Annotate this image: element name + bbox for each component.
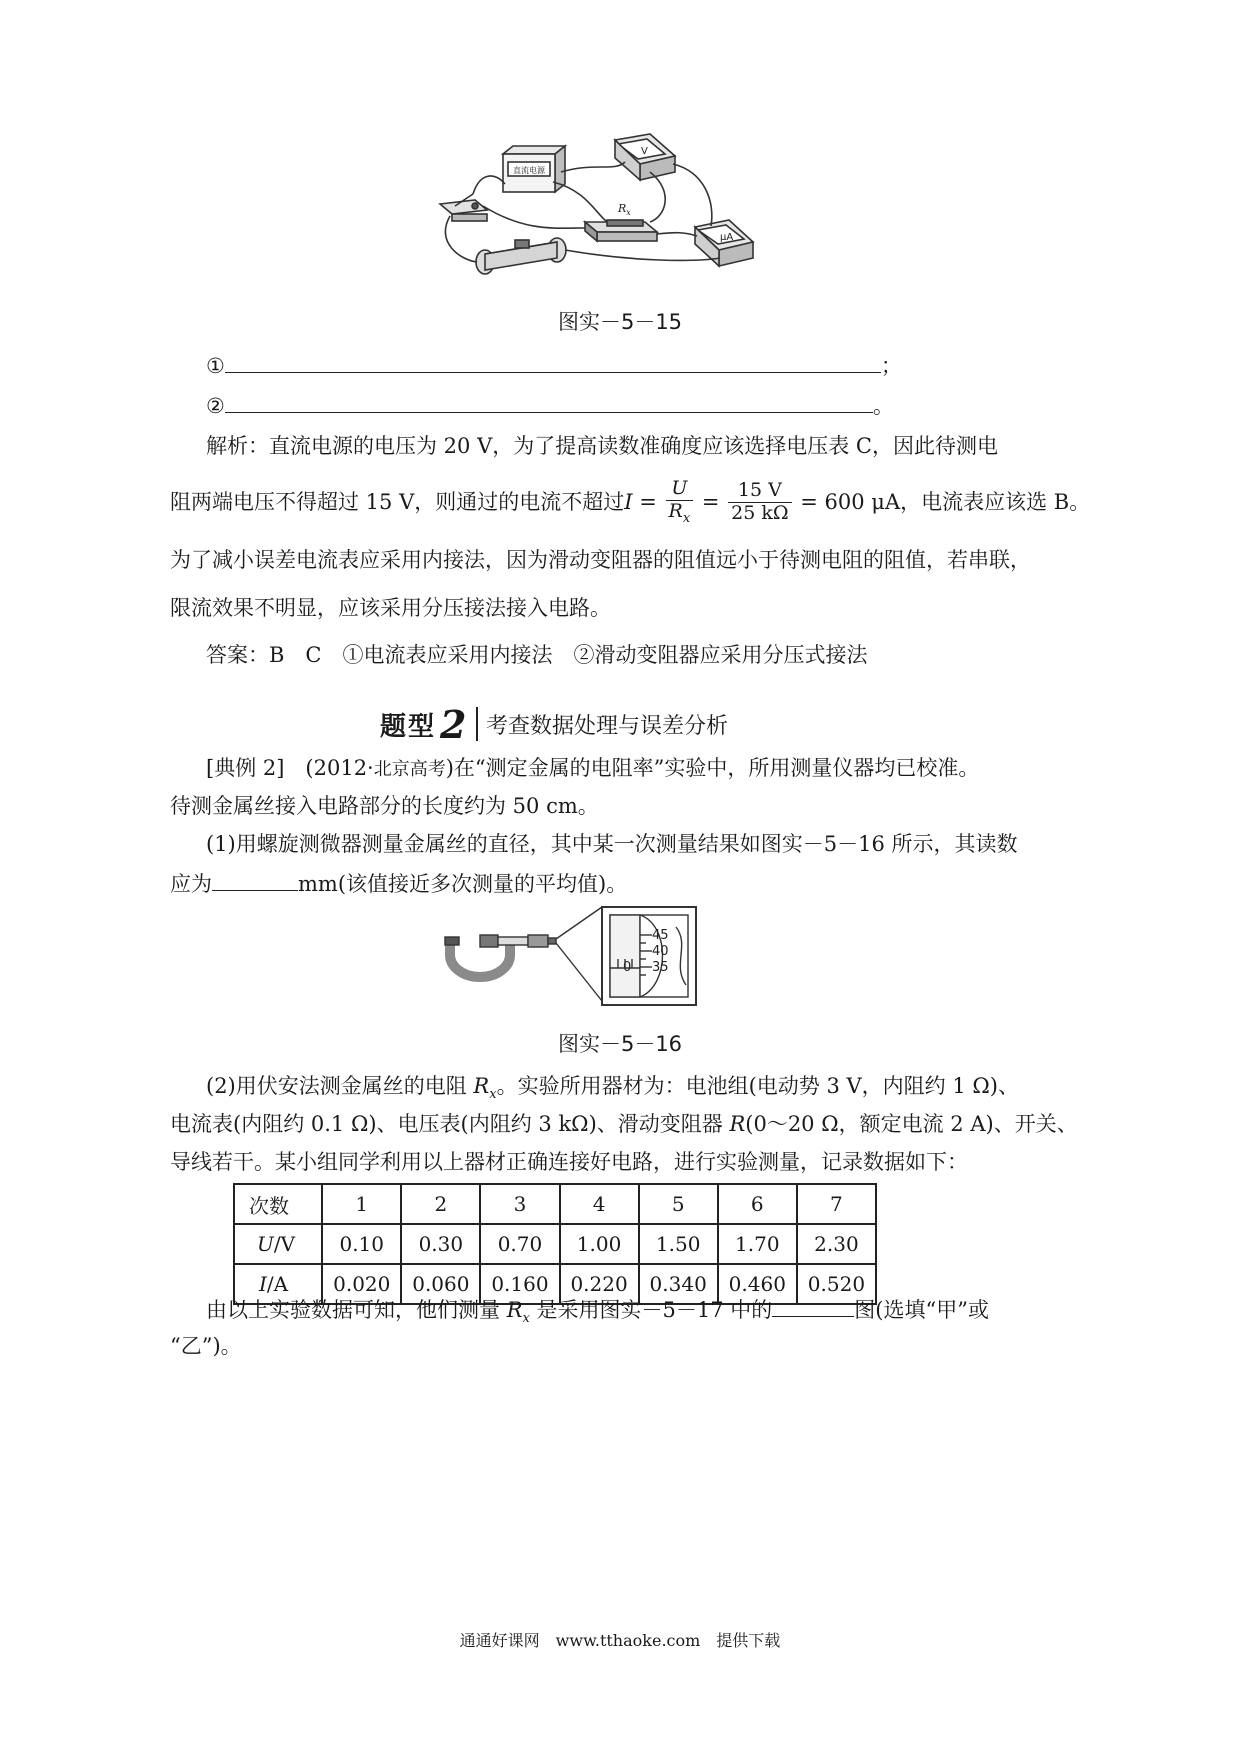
rx-symbol: R [473, 1074, 490, 1098]
table-cell: 0.220 [560, 1264, 639, 1304]
section-header [380, 702, 728, 746]
table-cell: 2.30 [797, 1224, 876, 1264]
question-2-line-2 [170, 1114, 1078, 1135]
figure1-caption: 图实－5－15 [557, 310, 683, 334]
scale-label-35: 35 [652, 960, 669, 975]
page-footer: 通通好课网 www.tthaoke.com 提供下载 [459, 1631, 781, 1650]
question-2-pre: (2)用伏安法测金属丝的电阻 [206, 1074, 474, 1098]
analysis-line-3: 为了减小误差电流表应采用内接法，因为滑动变阻器的阻值远小于待测电阻的阻值，若串联， [170, 548, 1031, 572]
blank-1-input[interactable] [225, 354, 881, 373]
table-row-label: I/A [234, 1264, 322, 1304]
answer-line: 答案：B C ①电流表应采用内接法 ②滑动变阻器应采用分压式接法 [206, 643, 868, 667]
example-line-1 [206, 758, 979, 779]
circuit-diagram [435, 132, 805, 302]
table-header-cell: 3 [480, 1184, 559, 1224]
table-cell: 0.060 [401, 1264, 480, 1304]
scale-label-40: 40 [652, 944, 669, 959]
table-cell: 1.50 [639, 1224, 718, 1264]
question-2-line-2-pre: 电流表(内阻约 0.1 Ω)、电压表(内阻约 3 kΩ)、滑动变阻器 [170, 1112, 730, 1136]
ammeter-label: μA [720, 232, 734, 243]
analysis-line-2-post: 电流表应该选 B。 [921, 489, 1091, 514]
power-supply-label: 直流电源 [513, 166, 545, 175]
analysis-line-1: 解析：直流电源的电压为 20 V，为了提高读数准确度应该选择电压表 C，因此待测电 [206, 434, 998, 458]
table-cell: 0.340 [639, 1264, 718, 1304]
example-line-2: 待测金属丝接入电路部分的长度约为 50 cm。 [170, 794, 599, 818]
example-source: 北京高考 [373, 759, 446, 780]
question-2-line-3: 导线若干。某小组同学利用以上器材正确连接好电路，进行实验测量，记录数据如下： [170, 1150, 968, 1174]
measurement-table [233, 1183, 877, 1305]
analysis-line-2-pre: 阻两端电压不得超过 15 V，则通过的电流不超过 [170, 489, 625, 514]
fraction-15v-over-25k [728, 480, 791, 525]
voltmeter-label: V [641, 146, 648, 157]
table-cell: 0.460 [718, 1264, 797, 1304]
question-2-line-2-post: (0～20 Ω，额定电流 2 A)、开关、 [745, 1112, 1078, 1136]
micrometer-figure [440, 905, 700, 1010]
table-header-row [234, 1184, 876, 1224]
table-cell: 1.70 [718, 1224, 797, 1264]
rx-symbol-2: R [506, 1298, 523, 1322]
section-number: 2 [440, 701, 467, 747]
blank-2-marker: ② [206, 394, 225, 418]
fraction-u-over-rx [666, 478, 694, 527]
fraction-1-numerator: U [666, 478, 694, 501]
section-label: 题型 [380, 711, 437, 742]
table-header-cell: 1 [322, 1184, 401, 1224]
section-title: 考查数据处理与误差分析 [485, 713, 728, 739]
analysis-line-4: 限流效果不明显，应该采用分压接法接入电路。 [170, 596, 611, 620]
blank-line-2 [206, 394, 894, 417]
blank-line-1 [206, 354, 902, 377]
question-1-line-2 [170, 872, 627, 895]
table-cell: 0.520 [797, 1264, 876, 1304]
question-2-line-1 [206, 1076, 1019, 1101]
table-header-cell: 4 [560, 1184, 639, 1224]
fraction-2-denominator: 25 kΩ [731, 501, 789, 524]
section-divider [476, 707, 478, 741]
question-1-line-1: (1)用螺旋测微器测量金属丝的直径，其中某一次测量结果如图实－5－16 所示，其读数 [206, 832, 1018, 856]
question-2-equipment: 。实验所用器材为：电池组(电动势 3 V，内阻约 1 Ω)、 [496, 1074, 1019, 1098]
table-header-cell: 7 [797, 1184, 876, 1224]
rx-subscript: x [489, 1087, 497, 1103]
table-header-cell: 5 [639, 1184, 718, 1224]
after-table-line-2: “乙”)。 [170, 1334, 242, 1358]
formula-eq-3: = 600 μA， [793, 489, 922, 514]
scale-zero-label: 0 [623, 960, 632, 975]
table-cell: 1.00 [560, 1224, 639, 1264]
circuit-choice-blank[interactable] [772, 1298, 854, 1317]
formula-eq-2: = [695, 489, 727, 514]
table-cell: 0.70 [480, 1224, 559, 1264]
figure2-caption: 图实－5－16 [557, 1032, 683, 1056]
table-header-cell: 次数 [234, 1184, 322, 1224]
table-cell: 0.30 [401, 1224, 480, 1264]
fraction-1-denominator: $R_x$ [668, 499, 691, 526]
table-header-cell: 6 [718, 1184, 797, 1224]
formula-eq-1: = [632, 489, 664, 514]
table-cell: 0.10 [322, 1224, 401, 1264]
table-row-label: U/V [234, 1224, 322, 1264]
after-table-post: 图(选填“甲”或 [854, 1298, 989, 1322]
formula-current: I [624, 489, 633, 514]
rheostat-symbol: R [729, 1112, 746, 1136]
table-header-cell: 2 [401, 1184, 480, 1224]
analysis-line-2 [170, 476, 1090, 528]
micrometer-diagram [440, 905, 700, 1010]
blank-2-end: 。 [872, 394, 894, 418]
resistor-label: $R_x$ [618, 202, 631, 217]
rx-subscript-2: x [522, 1311, 530, 1327]
fraction-2-numerator: 15 V [728, 480, 791, 503]
blank-1-marker: ① [206, 354, 225, 378]
after-table-line-1 [206, 1298, 989, 1325]
question-1-post: mm(该值接近多次测量的平均值)。 [298, 872, 628, 896]
table-cell: 0.160 [480, 1264, 559, 1304]
blank-2-input[interactable] [225, 394, 873, 413]
circuit-figure [435, 132, 805, 302]
example-intro: )在“测定金属的电阻率”实验中，所用测量仪器均已校准。 [445, 756, 980, 780]
after-table-mid: 是采用图实－5－17 中的 [529, 1298, 773, 1322]
table-cell: 0.020 [322, 1264, 401, 1304]
diameter-answer-blank[interactable] [212, 872, 298, 891]
scale-label-45: 45 [652, 928, 669, 943]
after-table-pre: 由以上实验数据可知，他们测量 [206, 1298, 507, 1322]
blank-1-end: ； [880, 354, 902, 378]
example-ref: [典例 2] (2012· [206, 756, 374, 780]
table-row [234, 1224, 876, 1264]
question-1-pre: 应为 [170, 872, 212, 896]
